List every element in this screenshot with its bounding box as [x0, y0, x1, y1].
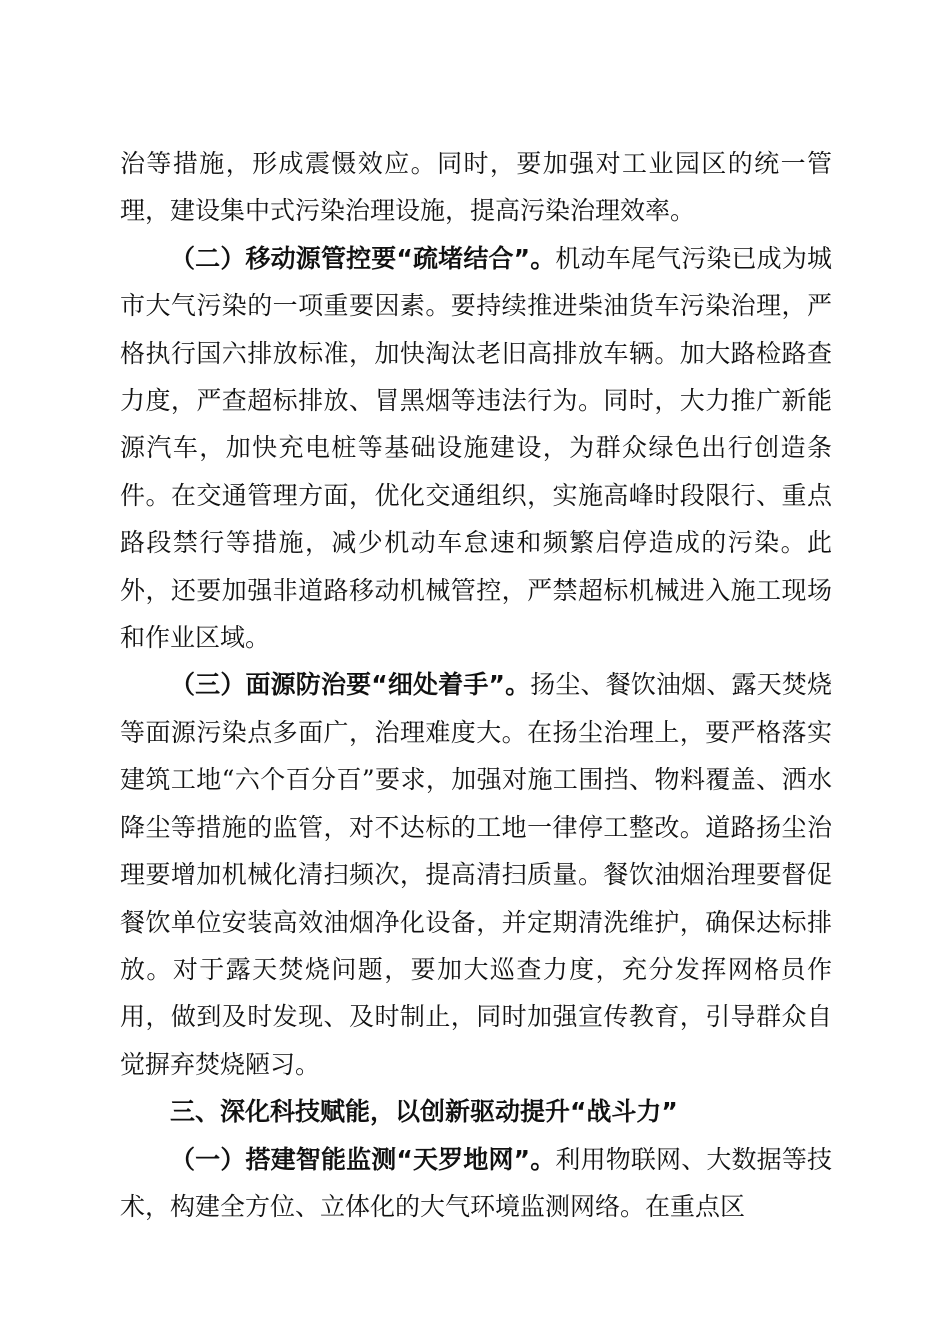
- subsection-title-area-source: （三）面源防治要“细处着手”。: [170, 670, 531, 700]
- subsection-title-smart-monitoring: （一）搭建智能监测“天罗地网”。: [170, 1144, 556, 1174]
- document-page: [120, 140, 832, 1230]
- paragraph-mobile-source: [120, 235, 832, 662]
- paragraph-body-mobile-source: 机动车尾气污染已成为城市大气污染的一项重要因素。要持续推进柴油货车污染治理，严格执行国六排放标准，加快淘汰老旧高排放车辆。加大路检路查力度，严查超标排放、冒黑烟等违法行为。同时，大力推广新能源汽车，加快充电桩等基础设施建设，为群众绿色出行创造条件。在交通管理方面，优化交通组织，实施高峰时段限行、重点路段禁行等措施，减少机动车怠速和频繁启停造成的污染。此外，还要加强非道路移动机械管控，严禁超标机械进入施工现场和作业区域。: [120, 243, 832, 653]
- section-heading-tech: 三、深化科技赋能，以创新驱动提升“战斗力”: [170, 1097, 678, 1127]
- paragraph-area-source: [120, 661, 832, 1088]
- paragraph-body-smart-monitoring: 利用物联网、大数据等技术，构建全方位、立体化的大气环境监测网络。在重点区: [120, 1144, 832, 1221]
- paragraph-continuation: 治等措施，形成震慑效应。同时，要加强对工业园区的统一管理，建设集中式污染治理设施，提高污染治理效率。: [120, 149, 832, 226]
- paragraph-smart-monitoring: [120, 1136, 832, 1231]
- subsection-title-mobile-source: （二）移动源管控要“疏堵结合”。: [170, 243, 556, 273]
- paragraph-body-area-source: 扬尘、餐饮油烟、露天焚烧等面源污染点多面广，治理难度大。在扬尘治理上，要严格落实建筑工地“六个百分百”要求，加强对施工围挡、物料覆盖、洒水降尘等措施的监管，对不达标的工地一律停工整改。道路扬尘治理要增加机械化清扫频次，提高清扫质量。餐饮油烟治理要督促餐饮单位安装高效油烟净化设备，并定期清洗维护，确保达标排放。对于露天焚烧问题，要加大巡查力度，充分发挥网格员作用，做到及时发现、及时制止，同时加强宣传教育，引导群众自觉摒弃焚烧陋习。: [120, 670, 832, 1079]
